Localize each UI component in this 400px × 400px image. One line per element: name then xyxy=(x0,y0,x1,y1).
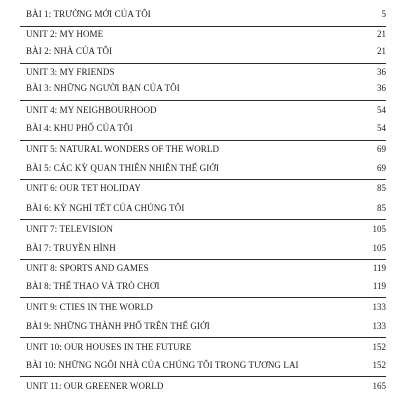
toc-entry-title: BÀI 1: TRƯỜNG MỚI CỦA TÔI xyxy=(26,9,151,19)
toc-entry xyxy=(20,320,386,332)
toc-entry xyxy=(20,202,386,214)
toc-entry-page: 36 xyxy=(377,67,386,77)
toc-entry xyxy=(20,359,386,371)
toc-entry xyxy=(20,82,386,94)
toc-entry xyxy=(20,341,386,353)
toc-entry xyxy=(20,8,386,20)
toc-entry-page: 54 xyxy=(377,123,386,133)
toc-entry-page: 105 xyxy=(372,224,386,234)
toc-entry xyxy=(20,143,386,155)
toc-entry-title: UNIT 5: NATURAL WONDERS OF THE WORLD xyxy=(26,144,220,154)
toc-entry-page: 105 xyxy=(372,243,386,253)
toc-entry xyxy=(20,223,386,235)
toc-entry xyxy=(20,122,386,134)
toc-entry xyxy=(20,242,386,254)
toc-entry-title: BÀI 7: TRUYỀN HÌNH xyxy=(26,243,116,253)
toc-entry-title: UNIT 7: TELEVISION xyxy=(26,224,113,234)
toc-entry-page: 133 xyxy=(372,321,386,331)
toc-divider xyxy=(20,100,386,101)
toc-entry xyxy=(20,45,386,57)
toc-entry-page: 69 xyxy=(377,144,386,154)
toc-entry-page: 21 xyxy=(377,29,386,39)
toc-entry xyxy=(20,162,386,174)
toc-entry xyxy=(20,66,386,78)
toc-entry-page: 21 xyxy=(377,46,386,56)
toc-entry-title: BÀI 2: NHÀ CỦA TÔI xyxy=(26,46,113,56)
toc-entry xyxy=(20,301,386,313)
toc-divider xyxy=(20,259,386,260)
toc-entry-title: UNIT 4: MY NEIGHBOURHOOD xyxy=(26,105,157,115)
toc-divider xyxy=(20,297,386,298)
toc-divider xyxy=(20,63,386,64)
toc-entry-title: BÀI 5: CÁC KỲ QUAN THIÊN NHIÊN THẾ GIỚI xyxy=(26,163,220,173)
toc-entry-page: 133 xyxy=(372,302,386,312)
toc-entry-page: 54 xyxy=(377,105,386,115)
toc-entry-title: UNIT 11: OUR GREENER WORLD xyxy=(26,381,164,391)
toc-entry-title: UNIT 10: OUR HOUSES IN THE FUTURE xyxy=(26,342,192,352)
toc-divider xyxy=(20,26,386,27)
toc-entry-page: 85 xyxy=(377,183,386,193)
toc-entry-page: 69 xyxy=(377,163,386,173)
toc-divider xyxy=(20,219,386,220)
toc-entry-page: 85 xyxy=(377,203,386,213)
toc-entry-title: BÀI 3: NHỮNG NGƯỜI BẠN CỦA TÔI xyxy=(26,83,180,93)
toc-entry-title: UNIT 3: MY FRIENDS xyxy=(26,67,115,77)
toc-entry-page: 152 xyxy=(372,360,386,370)
toc-entry xyxy=(20,104,386,116)
toc-entry-page: 165 xyxy=(372,381,386,391)
toc-entry xyxy=(20,280,386,292)
toc-entry-title: BÀI 10: NHỮNG NGÔI NHÀ CỦA CHÚNG TÔI TRONG TƯƠNG LAI xyxy=(26,360,299,370)
toc-entry xyxy=(20,262,386,274)
toc-entry xyxy=(20,182,386,194)
toc-entry-title: UNIT 2: MY HOME xyxy=(26,29,104,39)
toc-divider xyxy=(20,376,386,377)
toc-entry-title: BÀI 6: KỲ NGHỈ TẾT CỦA CHÚNG TÔI xyxy=(26,203,185,213)
toc-divider xyxy=(20,179,386,180)
toc-entry-title: BÀI 8: THỂ THAO VÀ TRÒ CHƠI xyxy=(26,281,160,291)
toc-entry-page: 36 xyxy=(377,83,386,93)
toc-entry-page: 152 xyxy=(372,342,386,352)
toc-entry xyxy=(20,28,386,40)
toc-entry-title: UNIT 8: SPORTS AND GAMES xyxy=(26,263,149,273)
toc-entry-page: 5 xyxy=(381,9,386,19)
toc-entry-title: BÀI 9: NHỮNG THÀNH PHỐ TRÊN THẾ GIỚI xyxy=(26,321,210,331)
toc-entry-page: 119 xyxy=(372,263,386,273)
toc-entry-page: 119 xyxy=(372,281,386,291)
toc-entry-title: UNIT 6: OUR TET HOLIDAY xyxy=(26,183,141,193)
toc-entry-title: BÀI 4: KHU PHỐ CỦA TÔI xyxy=(26,123,133,133)
toc-divider xyxy=(20,140,386,141)
toc-entry-title: UNIT 9: CTIES IN THE WORLD xyxy=(26,302,153,312)
toc-divider xyxy=(20,337,386,338)
toc-entry xyxy=(20,380,386,392)
